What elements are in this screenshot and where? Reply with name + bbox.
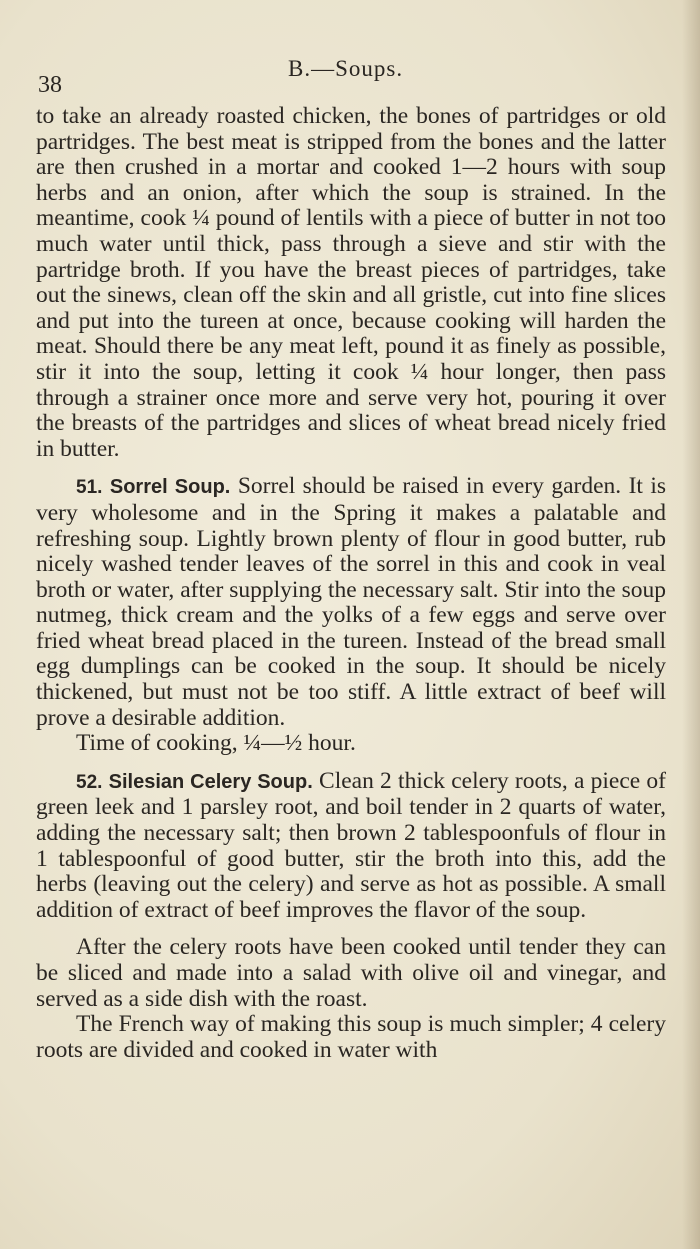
- recipe-text: Clean 2 thick celery roots, a piece of green leek and 1 parsley root, and boil tender in 2 quarts of water, adding the necessary salt; then brown 2 tablespoonfuls of flour in 1 tablespoonful of good butter, stir the broth into this, add the herbs (leaving out the celery) and serve as hot as possible. A small addition of extract of beef improves the flavor of the soup.: [36, 767, 667, 923]
- recipe-number: 52.: [76, 771, 103, 793]
- recipe-52-paragraph-3: The French way of making this soup is much simpler; 4 celery roots are divided and cooked in water with: [36, 1011, 666, 1063]
- recipe-text: Sorrel should be raised in every garden. It is very wholesome and in the Spring it makes a palatable and refreshing soup. Lightly brown plenty of flour in good butter, rub nicely washed tender leaves of the sorrel in this and cook in veal broth or water, after supplying the necessary salt. Stir into the soup nutmeg, thick cream and the yolks of a few eggs and serve over fried wheat bread placed in the tureen. Instead of the bread small egg dumplings can be cooked in the soup. It should be nicely thickened, but must not be too stiff. A little extract of beef will prove a desirable addition.: [36, 473, 667, 731]
- page-edge-shadow: [682, 0, 700, 1249]
- continued-paragraph: to take an already roasted chicken, the bones of partridges or old partridges. The best meat is stripped from the bones and the latter are then crushed in a mortar and cooked 1—2 hours with soup herbs and an onion, after which the soup is strained. In the meantime, cook ¼ pound of lentils with a piece of butter in not too much water until thick, pass through a sieve and stir with the partridge broth. If you have the breast pieces of partridges, take out the sinews, clean off the skin and all gristle, cut into fine slices and put into the tureen at once, because cooking will harden the meat. Should there be any meat left, pound it as finely as possible, stir it into the soup, letting it cook ¼ hour longer, then pass through a strainer once more and serve very hot, pouring it over the breasts of the partridges and slices of wheat bread nicely fried in butter.: [36, 103, 666, 462]
- recipe-52-paragraph: [36, 769, 666, 924]
- recipe-number: 51.: [76, 477, 103, 499]
- page-body: [36, 104, 666, 1063]
- recipe-52-paragraph-2: After the celery roots have been cooked until tender they can be sliced and made into a salad with olive oil and vinegar, and served as a side dish with the roast.: [36, 934, 666, 1012]
- running-head: B.—Soups.: [288, 56, 404, 81]
- recipe-51-paragraph: [36, 474, 666, 731]
- recipe-51-cooking-time: Time of cooking, ¼—½ hour.: [76, 730, 356, 757]
- recipe-title: Silesian Celery Soup.: [108, 770, 313, 793]
- page-number: 38: [38, 72, 62, 98]
- recipe-title: Sorrel Soup.: [109, 476, 231, 499]
